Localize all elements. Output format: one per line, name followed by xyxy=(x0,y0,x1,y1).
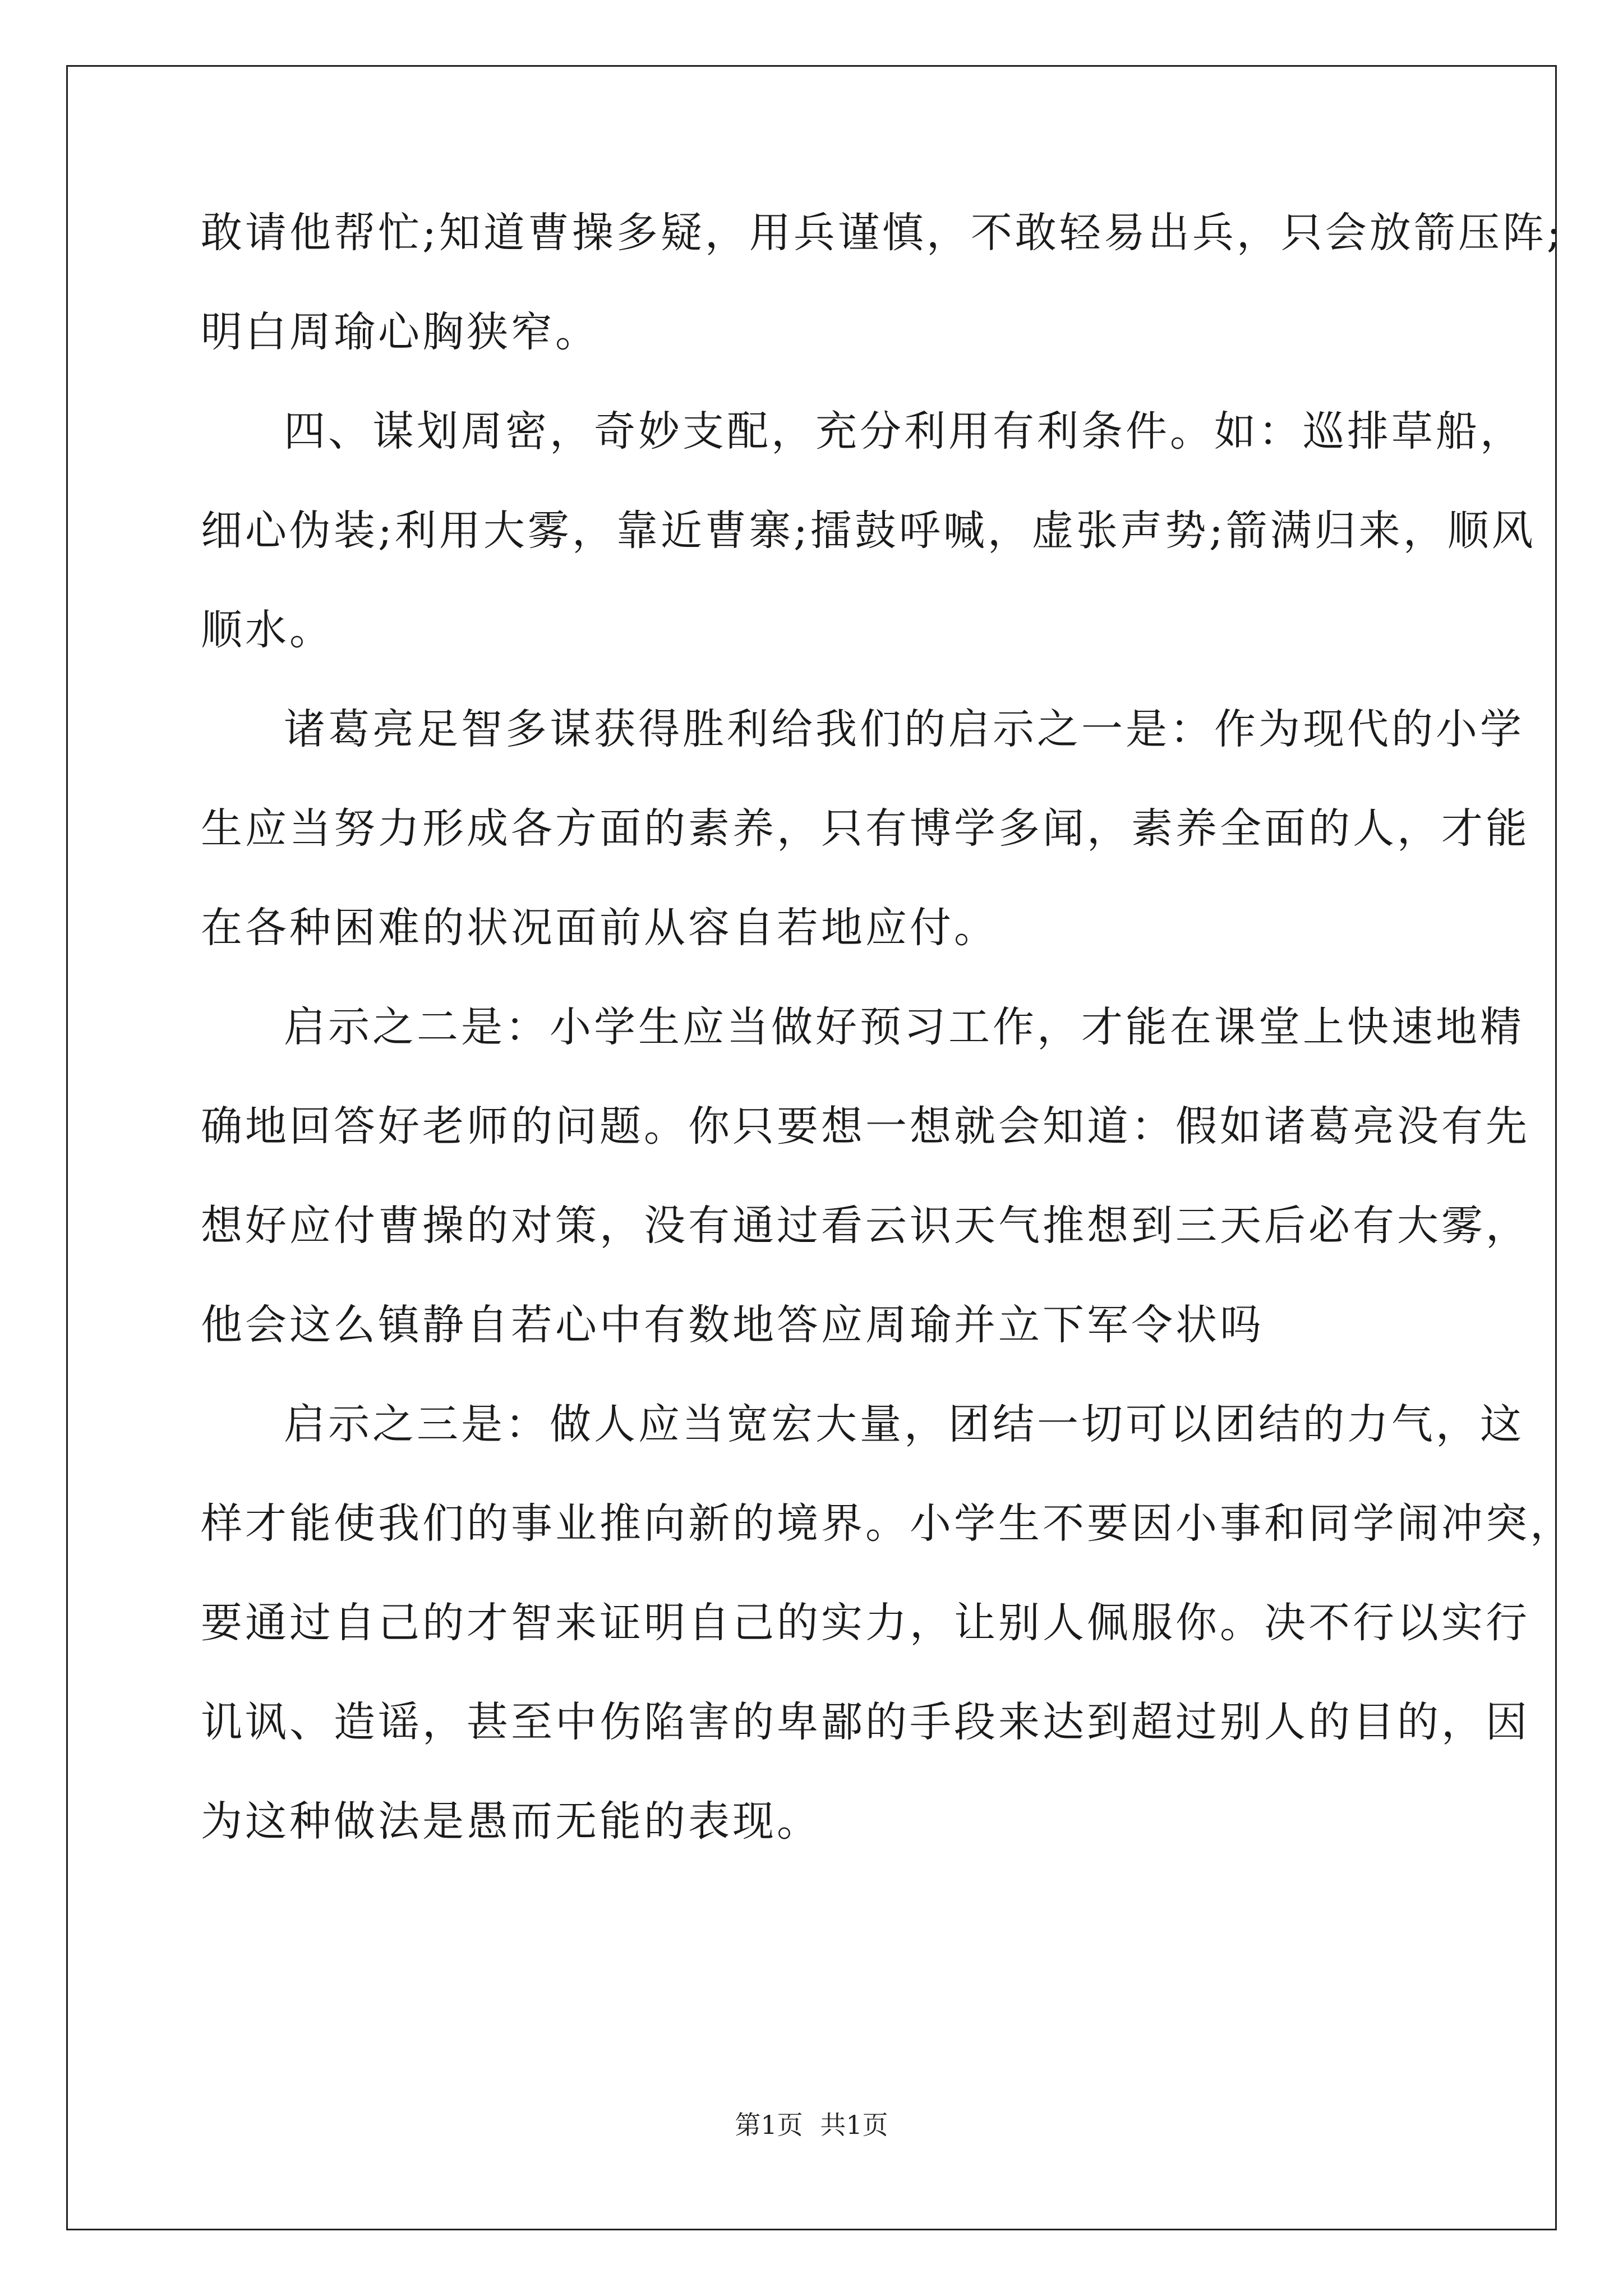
text-line: 明白周瑜心胸狭窄。 xyxy=(201,308,600,356)
text-line: 确地回答好老师的问题。你只要想一想就会知道：假如诸葛亮没有先 xyxy=(201,1102,1530,1151)
text-line: 顺水。 xyxy=(201,606,334,654)
text-line: 样才能使我们的事业推向新的境界。小学生不要因小事和同学闹冲突， xyxy=(201,1499,1574,1548)
paragraph-start-line: 诸葛亮足智多谋获得胜利给我们的启示之一是：作为现代的小学 xyxy=(284,705,1524,753)
paragraph-start-line: 启示之三是：做人应当宽宏大量，团结一切可以团结的力气，这 xyxy=(284,1400,1524,1448)
text-line: 在各种困难的状况面前从容自若地应付。 xyxy=(201,904,998,952)
paragraph-start-line: 四、谋划周密，奇妙支配，充分利用有利条件。如：巡排草船， xyxy=(284,407,1524,455)
paragraph-start-line: 启示之二是：小学生应当做好预习工作，才能在课堂上快速地精 xyxy=(284,1003,1524,1051)
text-line: 他会这么镇静自若心中有数地答应周瑜并立下军令状吗 xyxy=(201,1301,1264,1349)
page-footer xyxy=(0,2108,1623,2142)
text-line: 想好应付曹操的对策，没有通过看云识天气推想到三天后必有大雾， xyxy=(201,1202,1530,1250)
text-line: 生应当努力形成各方面的素养，只有博学多闻，素养全面的人，才能 xyxy=(201,804,1530,853)
text-line: 为这种做法是愚而无能的表现。 xyxy=(201,1797,821,1846)
text-line: 敢请他帮忙;知道曹操多疑，用兵谨慎，不敢轻易出兵，只会放箭压阵; xyxy=(201,209,1564,257)
text-line: 讥讽、造谣，甚至中伤陷害的卑鄙的手段来达到超过别人的目的，因 xyxy=(201,1698,1530,1746)
text-line: 要通过自己的才智来证明自己的实力，让别人佩服你。决不行以实行 xyxy=(201,1599,1530,1647)
page-number: 第1页 xyxy=(735,2110,803,2140)
text-line: 细心伪装;利用大雾，靠近曹寨;擂鼓呼喊，虚张声势;箭满归来，顺风 xyxy=(201,507,1536,555)
page-total: 共1页 xyxy=(820,2110,888,2140)
